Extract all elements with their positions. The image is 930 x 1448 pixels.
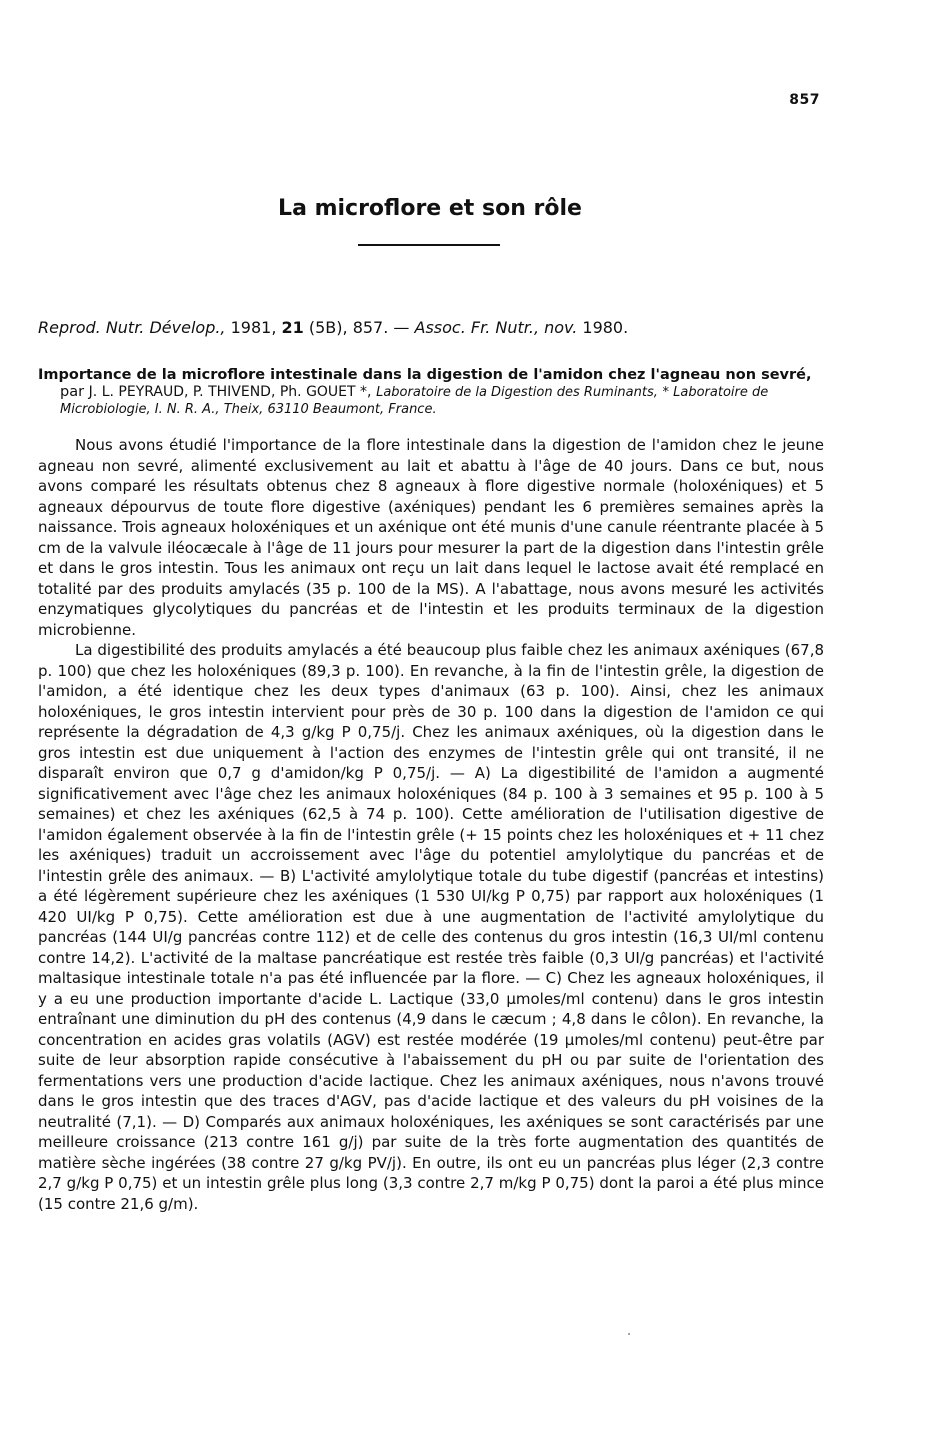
body-paragraph-2: La digestibilité des produits amylacés a été beaucoup plus faible chez les animaux axéniques (67,8 p. 100) que chez les holoxéniques (89,3 p. 100). En revanche, à la fin de l'intestin grêle, la digestion de l'amidon, a été identique chez les deux types d'animaux (63 p. 100). Ainsi, chez les animaux holoxéniques, le gros intestin intervient pour près de 30 p. 100 dans la digestion de l'amidon ce qui représente la dégradation de 4,3 g/kg P 0,75/j. Chez les animaux axéniques, où la digestion dans le gros intestin est due uniquement à l'action des enzymes de l'intestin grêle qui ont transité, il ne disparaît environ que 0,7 g d'amidon/kg P 0,75/j. — A) La digestibilité de l'amidon a augmenté significativement avec l'âge chez les animaux holoxéniques (84 p. 100 à 3 semaines et 95 p. 100 à 5 semaines) et chez les axéniques (62,5 à 74 p. 100). Cette amélioration de l'utilisation digestive de l'amidon également observée à la fin de l'intestin grêle (+ 15 points chez les holoxéniques et + 11 chez les axéniques) traduit un accroissement avec l'âge du potentiel amylolytique du pancréas et de l'intestin grêle des animaux. — B) L'activité amylolytique totale du tube digestif (pancréas et intestins) a été légèrement supérieure chez les axéniques (1 530 UI/kg P 0,75) par rapport aux holoxéniques (1 420 UI/kg P 0,75). Cette amélioration est due à une augmentation de l'activité amylolytique du pancréas (144 UI/g pancréas contre 112) et de celle des contenus du gros intestin (16,3 UI/ml contenu contre 14,2). L'activité de la maltase pancréatique est restée très faible (0,3 UI/g pancréas) et l'activité maltasique intestinale totale n'a pas été influencée par la flore. — C) Chez les agneaux holoxéniques, il y a eu une production importante d'acide L. Lactique (33,0 μmoles/ml contenu) dans le gros intestin entraînant une diminution du pH des contenus (4,9 dans le cæcum ; 4,8 dans le côlon). En revanche, la concentration en acides gras volatils (AGV) est restée modérée (19 μmoles/ml contenu) peut-être par suite de leur absorption rapide consécutive à l'abaissement du pH ou par suite de l'orientation des fermentations vers une production d'acide lactique. Chez les animaux axéniques, nous n'avons trouvé dans le gros intestin que des traces d'AGV, pas d'acide lactique et des valeurs du pH voisines de la neutralité (7,1). — D) Comparés aux animaux holoxéniques, les axéniques se sont caractérisés par une meilleure croissance (213 contre 161 g/j) par suite de la très forte augmentation des quantités de matière sèche ingérées (38 contre 27 g/kg PV/j). En outre, ils ont eu un pancréas plus léger (2,3 contre 2,7 g/kg P 0,75) et un intestin grêle plus long (3,3 contre 2,7 m/kg P 0,75) dont la paroi a été plus mince (15 contre 21,6 g/m). <box>38 641 824 1213</box>
article-affiliation-2: * Laboratoire de Microbiologie, I. N. R. A., Theix, 63110 Beaumont, France. <box>60 385 769 417</box>
article-title: Importance de la microflore intestinale dans la digestion de l'amidon chez l'agneau non sevré, <box>38 367 812 383</box>
citation-assoc: Assoc. Fr. Nutr., nov. <box>414 318 578 337</box>
article-body <box>38 435 824 1214</box>
article-header <box>38 367 824 418</box>
citation-volume: 21 <box>281 318 304 337</box>
article-affiliation-1: Laboratoire de la Digestion des Ruminants, <box>376 385 658 400</box>
citation-issue-pages: (5B), 857. <box>308 318 389 337</box>
citation-journal: Reprod. Nutr. Dévelop., <box>38 318 226 337</box>
title-divider <box>358 244 500 246</box>
body-paragraph-1: Nous avons étudié l'importance de la flore intestinale dans la digestion de l'amidon chez le jeune agneau non sevré, alimenté exclusivement au lait et abattu à l'âge de 40 jours. Dans ce but, nous avons comparé les résultats obtenus chez 8 agneaux à flore digestive normale (holoxéniques) et 5 agneaux dépourvus de toute flore digestive (axéniques) pendant les 6 premières semaines après la naissance. Trois agneaux holoxéniques et un axénique ont été munis d'une canule réentrante placée à 5 cm de la valvule iléocæcale à l'âge de 11 jours pour mesurer la part de la digestion dans l'intestin grêle et dans le gros intestin. Tous les animaux ont reçu un lait dans lequel le lactose avait été remplacé en totalité par des produits amylacés (35 p. 100 de la MS). A l'abattage, nous avons mesuré les activités enzymatiques glycolytiques du pancréas et de l'intestin et les produits terminaux de la digestion microbienne. <box>38 436 825 639</box>
stray-dot <box>628 1333 630 1335</box>
byline-prefix: par <box>60 384 85 400</box>
article-authors: J. L. PEYRAUD, P. THIVEND, Ph. GOUET *, <box>88 384 372 400</box>
citation-assoc-year: 1980. <box>582 318 629 337</box>
page-number: 857 <box>789 92 820 108</box>
citation-year: 1981, <box>230 318 277 337</box>
citation-dash: — <box>393 318 410 337</box>
section-title: La microflore et son rôle <box>278 196 582 221</box>
citation <box>38 318 828 337</box>
